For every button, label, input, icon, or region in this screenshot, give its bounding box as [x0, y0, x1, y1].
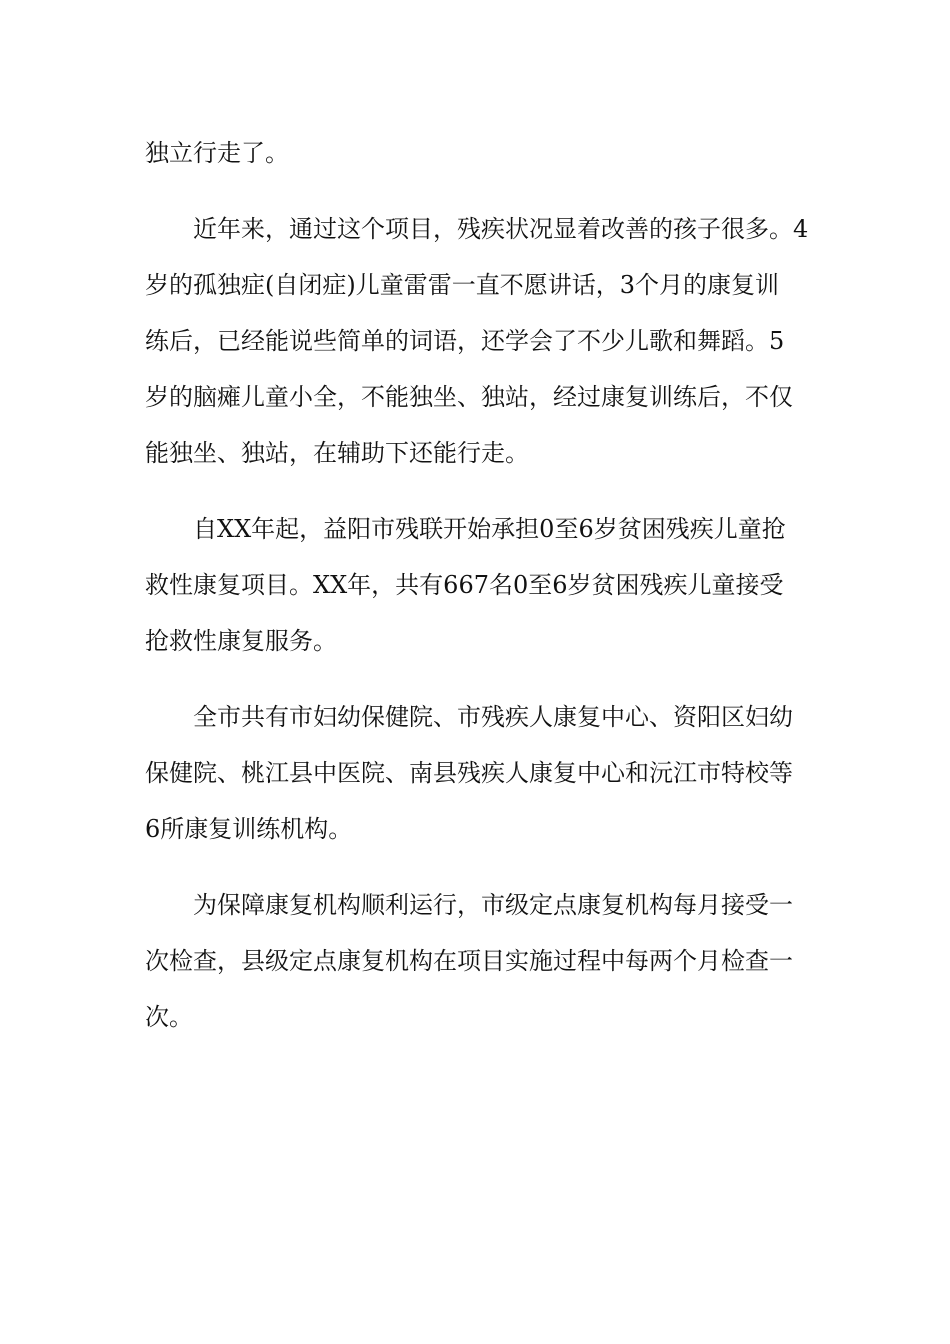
paragraph-rehab-cases	[145, 201, 813, 481]
text-line: 次检查，县级定点康复机构在项目实施过程中每两个月检查一	[145, 947, 793, 975]
text-line: 为保障康复机构顺利运行，市级定点康复机构每月接受一	[193, 891, 793, 919]
paragraph-project-history	[145, 501, 813, 669]
text-line: 能独坐、独站，在辅助下还能行走。	[145, 439, 529, 467]
paragraph-spacer	[145, 181, 813, 201]
text-line: 全市共有市妇幼保健院、市残疾人康复中心、资阳区妇幼	[193, 703, 793, 731]
text-line: 近年来，通过这个项目，残疾状况显着改善的孩子很多。4	[193, 215, 809, 243]
paragraph-institutions	[145, 689, 813, 857]
text-line: 练后，已经能说些简单的词语，还学会了不少儿歌和舞蹈。5	[145, 327, 785, 355]
text-line: 岁的脑瘫儿童小全，不能独坐、独站，经过康复训练后，不仅	[145, 383, 793, 411]
text-line: 保健院、桃江县中医院、南县残疾人康复中心和沅江市特校等	[145, 759, 793, 787]
paragraph-spacer	[145, 857, 813, 877]
text-line: 次。	[145, 1003, 193, 1031]
text-line: 救性康复项目。XX年，共有667名0至6岁贫困残疾儿童接受	[145, 571, 784, 599]
text-line: 独立行走了。	[145, 139, 289, 167]
paragraph-inspections	[145, 877, 813, 1045]
paragraph-continuation	[145, 125, 813, 181]
paragraph-spacer	[145, 481, 813, 501]
text-line: 抢救性康复服务。	[145, 627, 337, 655]
body-text	[145, 125, 813, 1045]
text-line: 自XX年起，益阳市残联开始承担0至6岁贫困残疾儿童抢	[193, 515, 786, 543]
text-line: 6所康复训练机构。	[145, 815, 353, 843]
text-line: 岁的孤独症(自闭症)儿童雷雷一直不愿讲话，3个月的康复训	[145, 271, 779, 299]
paragraph-spacer	[145, 669, 813, 689]
